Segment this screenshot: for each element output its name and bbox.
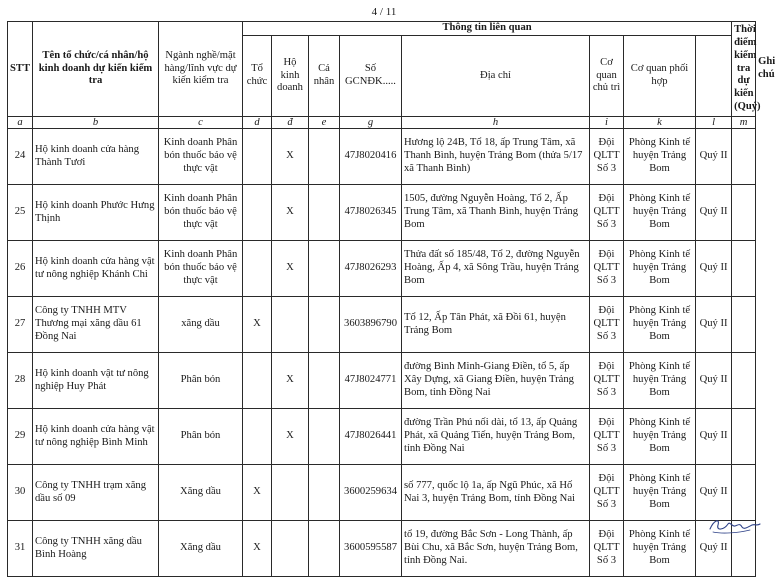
column-letter: c <box>159 117 243 129</box>
row-note <box>732 353 756 409</box>
column-letter: b <box>33 117 159 129</box>
row-gcndk: 47J8026441 <box>340 409 402 465</box>
row-industry: Kinh doanh Phân bón thuốc bảo vệ thực vật <box>159 129 243 185</box>
row-coop-agency: Phòng Kinh tế huyện Trảng Bom <box>624 185 696 241</box>
row-gcndk: 3600259634 <box>340 465 402 521</box>
row-gcndk: 3603896790 <box>340 297 402 353</box>
row-stt: 24 <box>8 129 33 185</box>
row-stt: 27 <box>8 297 33 353</box>
row-coop-agency: Phòng Kinh tế huyện Trảng Bom <box>624 353 696 409</box>
header-stt: STT <box>8 22 33 117</box>
row-lead-agency: Đội QLTT Số 3 <box>590 409 624 465</box>
row-lead-agency: Đội QLTT Số 3 <box>590 241 624 297</box>
header-to-chuc: Tổ chức <box>243 36 272 117</box>
table-row <box>8 353 756 409</box>
row-quarter: Quý II <box>696 185 732 241</box>
row-stt: 25 <box>8 185 33 241</box>
table-row <box>8 521 756 577</box>
row-ho-kinh-doanh-mark: X <box>272 409 309 465</box>
row-lead-agency: Đội QLTT Số 3 <box>590 465 624 521</box>
column-letter: m <box>732 117 756 129</box>
header-time: Thời điểm kiểm tra dự kiến (Quý) <box>732 22 756 117</box>
row-lead-agency: Đội QLTT Số 3 <box>590 129 624 185</box>
column-letter-row <box>8 117 756 129</box>
row-stt: 28 <box>8 353 33 409</box>
column-letter: i <box>590 117 624 129</box>
row-ho-kinh-doanh-mark: X <box>272 185 309 241</box>
row-gcndk: 47J8026345 <box>340 185 402 241</box>
header-ca-nhan: Cá nhân <box>309 36 340 117</box>
row-address: tổ 19, đường Bắc Sơn - Long Thành, ấp Bùi Chu, xã Bắc Sơn, huyện Trảng Bom, tỉnh Đồng Nai. <box>402 521 590 577</box>
row-ca-nhan-mark <box>309 521 340 577</box>
row-ca-nhan-mark <box>309 465 340 521</box>
header-gcndk: Số GCNĐK..... <box>340 36 402 117</box>
row-industry: Xăng dầu <box>159 521 243 577</box>
row-lead-agency: Đội QLTT Số 3 <box>590 297 624 353</box>
row-to-chuc-mark <box>243 353 272 409</box>
row-to-chuc-mark: X <box>243 297 272 353</box>
row-ho-kinh-doanh-mark <box>272 521 309 577</box>
row-org-name: Công ty TNHH xăng dầu Bình Hoàng <box>33 521 159 577</box>
row-org-name: Công ty TNHH MTV Thương mại xăng dầu 61 Đồng Nai <box>33 297 159 353</box>
table-body <box>8 129 756 577</box>
row-org-name: Hộ kinh doanh cửa hàng vật tư nông nghiệp Bình Minh <box>33 409 159 465</box>
row-lead-agency: Đội QLTT Số 3 <box>590 521 624 577</box>
table-row <box>8 185 756 241</box>
header-industry: Ngành nghề/mặt hàng/lĩnh vực dự kiến kiểm tra <box>159 22 243 117</box>
row-note <box>732 465 756 521</box>
table-row <box>8 129 756 185</box>
row-stt: 30 <box>8 465 33 521</box>
row-to-chuc-mark <box>243 185 272 241</box>
row-ca-nhan-mark <box>309 297 340 353</box>
row-ca-nhan-mark <box>309 353 340 409</box>
row-to-chuc-mark <box>243 409 272 465</box>
row-org-name: Hộ kinh doanh vật tư nông nghiệp Huy Phát <box>33 353 159 409</box>
row-org-name: Hộ kinh doanh cửa hàng Thành Tươi <box>33 129 159 185</box>
row-coop-agency: Phòng Kinh tế huyện Trảng Bom <box>624 521 696 577</box>
row-org-name: Hộ kinh doanh cửa hàng vật tư nông nghiệp Khánh Chi <box>33 241 159 297</box>
row-to-chuc-mark <box>243 241 272 297</box>
row-ca-nhan-mark <box>309 241 340 297</box>
row-org-name: Công ty TNHH trạm xăng dầu số 09 <box>33 465 159 521</box>
row-quarter: Quý II <box>696 353 732 409</box>
row-quarter: Quý II <box>696 521 732 577</box>
row-quarter: Quý II <box>696 241 732 297</box>
row-coop-agency: Phòng Kinh tế huyện Trảng Bom <box>624 129 696 185</box>
header-address: Địa chỉ <box>402 36 590 117</box>
row-industry: Kinh doanh Phân bón thuốc bảo vệ thực vật <box>159 185 243 241</box>
row-quarter: Quý II <box>696 129 732 185</box>
row-note <box>732 409 756 465</box>
row-to-chuc-mark <box>243 129 272 185</box>
column-letter: a <box>8 117 33 129</box>
row-industry: Xăng dầu <box>159 465 243 521</box>
header-ho-kinh-doanh: Hộ kinh doanh <box>272 36 309 117</box>
row-note <box>732 297 756 353</box>
header-related-info: Thông tin liên quan <box>243 22 732 36</box>
inspection-plan-table: STT Tên tổ chức/cá nhân/hộ kinh doanh dự kiến kiểm tra Ngành nghề/mặt hàng/lĩnh vực dự kiến kiểm tra Thông tin liên quan Thời điểm kiểm tra dự kiến (Quý) Ghi chú Tổ chức Hộ kinh doanh Cá nhân Số GCNĐK..... Địa chỉ Cơ quan chủ trì Cơ quan phối hợp a b c d đ e g h i k l m 24 Hộ kinh doanh cửa hàng Thành Tươi Kinh doanh Phân bón thuốc bảo vệ thực vật X 47J8020416 Hương lộ 24B, Tổ 18, ấp Trung Tâm, xã Thanh Bình, huyện Trảng Bom (thửa 5/17 xã Thanh Bình) Đội QLTT Số 3 Phòng Kinh tế huyện Trảng Bom Quý II 25 Hộ kinh doanh Phước Hưng Thịnh Kinh doanh Phân bón thuốc bảo vệ thực vật X 47J8026345 1505, đường Nguyễn Hoàng, Tổ 2, Ấp Trung Tâm, xã Thanh Bình, huyện Trảng Bom Đội QLTT Số 3 Phòng Kinh tế huyện Trảng Bom Quý II 26 Hộ kinh doanh cửa hàng vật tư nông nghiệp Khánh Chi Kinh doanh Phân bón thuốc bảo vệ thực vật X 47J8026293 Thửa đất số 185/48, Tổ 2, đường Nguyễn Hoàng, Ấp 4, xã Sông Trầu, huyện Trảng Bom Đội QLTT Số 3 Phòng Kinh tế huyện Trảng Bom Quý II 27 Công ty TNHH MTV Thương mại xăng dầu 61 Đồng Nai xăng dầu X 3603896790 Tổ 12, Ấp Tân Phát, xã Đồi 61, huyện Trảng Bom Đội QLTT Số 3 Phòng Kinh tế huyện Trảng Bom Quý II 28 Hộ kinh doanh vật tư nông nghiệp Huy Phát Phân bón X 47J8024771 đường Bình Minh-Giang Điền, tổ 5, ấp Xây Dựng, xã Giang Điền, huyện Trảng Bom, tỉnh Đồng Nai Đội QLTT Số 3 Phòng Kinh tế huyện Trảng Bom Quý II 29 Hộ kinh doanh cửa hàng vật tư nông nghiệp Bình Minh Phân bón X 47J8026441 đường Trần Phú nối dài, tổ 13, ấp Quảng Phát, xã Quảng Tiến, huyện Trảng Bom, tỉnh Đồng Nai Đội QLTT Số 3 Phòng Kinh tế huyện Trảng Bom Quý II 30 Công ty TNHH trạm xăng dầu số 09 Xăng dầu X 3600259634 số 777, quốc lộ 1a, ấp Ngũ Phúc, xã Hố Nai 3, huyện Trảng Bom, tỉnh Đồng Nai Đội QLTT Số 3 Phòng Kinh tế huyện Trảng Bom Quý II 31 Công ty TNHH xăng dầu Bình Hoàng Xăng dầu X 3600595587 tổ 19, đường Bắc Sơn - Long Thành, ấp Bùi Chu, xã Bắc Sơn, huyện Trảng Bom, tỉnh Đồng Nai. Đội QLTT Số 3 Phòng Kinh tế huyện Trảng Bom Quý II <box>7 21 756 577</box>
row-address: Tổ 12, Ấp Tân Phát, xã Đồi 61, huyện Trảng Bom <box>402 297 590 353</box>
column-letter: e <box>309 117 340 129</box>
row-gcndk: 3600595587 <box>340 521 402 577</box>
row-quarter: Quý II <box>696 297 732 353</box>
row-ca-nhan-mark <box>309 409 340 465</box>
row-ca-nhan-mark <box>309 129 340 185</box>
row-industry: xăng dầu <box>159 297 243 353</box>
row-address: số 777, quốc lộ 1a, ấp Ngũ Phúc, xã Hố Nai 3, huyện Trảng Bom, tỉnh Đồng Nai <box>402 465 590 521</box>
page-number: 4 / 11 <box>371 6 397 18</box>
row-ca-nhan-mark <box>309 185 340 241</box>
row-ho-kinh-doanh-mark: X <box>272 129 309 185</box>
row-industry: Kinh doanh Phân bón thuốc bảo vệ thực vật <box>159 241 243 297</box>
row-quarter: Quý II <box>696 409 732 465</box>
column-letter: g <box>340 117 402 129</box>
row-address: đường Bình Minh-Giang Điền, tổ 5, ấp Xây Dựng, xã Giang Điền, huyện Trảng Bom, tỉnh Đồng Nai <box>402 353 590 409</box>
row-stt: 26 <box>8 241 33 297</box>
row-stt: 31 <box>8 521 33 577</box>
row-coop-agency: Phòng Kinh tế huyện Trảng Bom <box>624 297 696 353</box>
column-letter: h <box>402 117 590 129</box>
row-lead-agency: Đội QLTT Số 3 <box>590 353 624 409</box>
column-letter: l <box>696 117 732 129</box>
column-letter: k <box>624 117 696 129</box>
row-ho-kinh-doanh-mark: X <box>272 353 309 409</box>
column-letter: đ <box>272 117 309 129</box>
row-coop-agency: Phòng Kinh tế huyện Trảng Bom <box>624 409 696 465</box>
row-quarter: Quý II <box>696 465 732 521</box>
row-coop-agency: Phòng Kinh tế huyện Trảng Bom <box>624 241 696 297</box>
header-org-name: Tên tổ chức/cá nhân/hộ kinh doanh dự kiến kiểm tra <box>33 22 159 117</box>
row-address: Hương lộ 24B, Tổ 18, ấp Trung Tâm, xã Thanh Bình, huyện Trảng Bom (thửa 5/17 xã Thanh Bình) <box>402 129 590 185</box>
row-industry: Phân bón <box>159 409 243 465</box>
row-gcndk: 47J8026293 <box>340 241 402 297</box>
table-row <box>8 297 756 353</box>
row-to-chuc-mark: X <box>243 465 272 521</box>
row-ho-kinh-doanh-mark <box>272 297 309 353</box>
row-to-chuc-mark: X <box>243 521 272 577</box>
row-gcndk: 47J8020416 <box>340 129 402 185</box>
table-row <box>8 241 756 297</box>
header-lead-agency: Cơ quan chủ trì <box>590 36 624 117</box>
row-stt: 29 <box>8 409 33 465</box>
row-ho-kinh-doanh-mark: X <box>272 241 309 297</box>
row-note <box>732 129 756 185</box>
row-address: đường Trần Phú nối dài, tổ 13, ấp Quảng Phát, xã Quảng Tiến, huyện Trảng Bom, tỉnh Đồng Nai <box>402 409 590 465</box>
row-address: 1505, đường Nguyễn Hoàng, Tổ 2, Ấp Trung Tâm, xã Thanh Bình, huyện Trảng Bom <box>402 185 590 241</box>
row-industry: Phân bón <box>159 353 243 409</box>
row-note <box>732 185 756 241</box>
table-row <box>8 409 756 465</box>
column-letter: d <box>243 117 272 129</box>
row-note <box>732 241 756 297</box>
signature-mark <box>704 514 762 536</box>
row-address: Thửa đất số 185/48, Tổ 2, đường Nguyễn Hoàng, Ấp 4, xã Sông Trầu, huyện Trảng Bom <box>402 241 590 297</box>
row-org-name: Hộ kinh doanh Phước Hưng Thịnh <box>33 185 159 241</box>
row-ho-kinh-doanh-mark <box>272 465 309 521</box>
table-row <box>8 465 756 521</box>
row-lead-agency: Đội QLTT Số 3 <box>590 185 624 241</box>
header-coop-agency: Cơ quan phối hợp <box>624 36 696 117</box>
row-gcndk: 47J8024771 <box>340 353 402 409</box>
row-coop-agency: Phòng Kinh tế huyện Trảng Bom <box>624 465 696 521</box>
